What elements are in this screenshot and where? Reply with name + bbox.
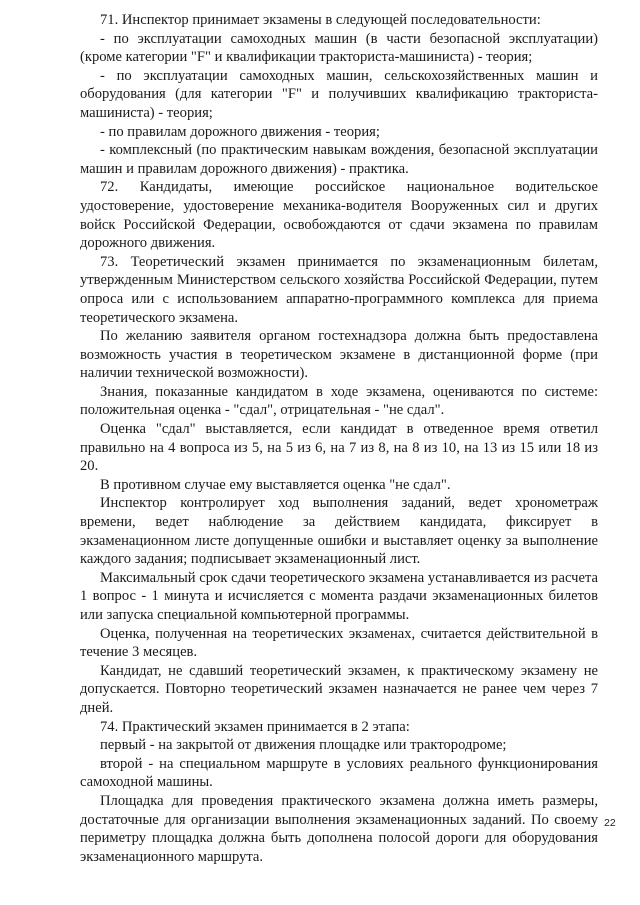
paragraph-72: 72. Кандидаты, имеющие российское национальное водительское удостоверение, удостоверение механика-водителя Вооруженных сил и других войск Российской Федерации, освобождаются от сдачи экзамена по правилам дорожного движения. (80, 179, 598, 252)
paragraph-stage-two: второй - на специальном маршруте в условиях реального функционирования самоходной машины. (80, 755, 598, 791)
page-number: 22 (604, 817, 616, 829)
paragraph-74: 74. Практический экзамен принимается в 2 этапа: (100, 718, 410, 735)
paragraph-retake: Кандидат, не сдавший теоретический экзамен, к практическому экзамену не допускается. Повторно теоретический экзамен назначается не ранее чем через 7 дней. (80, 662, 598, 716)
paragraph-grading-system: Знания, показанные кандидатом в ходе экзамена, оцениваются по системе: положительная оценка - "сдал", отрицательная - "не сдал". (80, 383, 598, 419)
paragraph-exam-site: Площадка для проведения практического экзамена должна иметь размеры, достаточные для организации выполнения экзаменационных заданий. По своему периметру площадка должна быть дополнена полосой дороги для оборудования экзаменационного маршрута. (80, 792, 598, 865)
paragraph-stage-one: первый - на закрытой от движения площадке или трактородроме; (100, 737, 507, 754)
list-item-complex-practice: - комплексный (по практическим навыкам вождения, безопасной эксплуатации машин и правилам дорожного движения) - практика. (80, 142, 598, 177)
list-item-traffic-rules-theory: - по правилам дорожного движения - теория; (100, 123, 380, 140)
list-item-exploitation-theory: - по эксплуатации самоходных машин (в части безопасной эксплуатации) (кроме категории "F" и квалификации тракториста-машиниста) - теория; (80, 30, 598, 66)
paragraph-remote-exam: По желанию заявителя органом гостехнадзора должна быть предоставлена возможность участия в теоретическом экзамене в дистанционной форме (при наличии технической возможности). (80, 328, 598, 382)
paragraph-inspector-control: Инспектор контролирует ход выполнения заданий, ведет хронометраж времени, ведет наблюдение за действием кандидата, фиксирует в экзаменационном листе допущенные ошибки и выставляет оценку за выполнение каждого задания; подписывает экзаменационный лист. (80, 495, 598, 568)
paragraph-71-intro: 71. Инспектор принимает экзамены в следующей последовательности: (100, 12, 541, 28)
body-text (80, 11, 598, 866)
paragraph-pass-criteria: Оценка "сдал" выставляется, если кандидат в отведенное время ответил правильно на 4 вопроса из 5, на 5 из 6, на 7 из 8, на 8 из 10, на 13 из 15 или 18 из 20. (80, 421, 598, 475)
paragraph-fail-grade: В противном случае ему выставляется оценка "не сдал". (100, 476, 451, 493)
list-item-agri-machines-theory: - по эксплуатации самоходных машин, сельскохозяйственных машин и оборудования (для категории "F" и получивших квалификацию тракториста-машиниста) - теория; (80, 67, 598, 121)
paragraph-validity: Оценка, полученная на теоретических экзаменах, считается действительной в течение 3 месяцев. (80, 625, 598, 661)
paragraph-time-limit: Максимальный срок сдачи теоретического экзамена устанавливается из расчета 1 вопрос - 1 минута и исчисляется с момента раздачи экзаменационных билетов или запуска специальной компьютерной программы. (80, 569, 598, 623)
paragraph-73: 73. Теоретический экзамен принимается по экзаменационным билетам, утвержденным Министерством сельского хозяйства Российской Федерации, путем опроса или с использованием аппаратно-программного комплекса для приема теоретического экзамена. (80, 253, 598, 326)
